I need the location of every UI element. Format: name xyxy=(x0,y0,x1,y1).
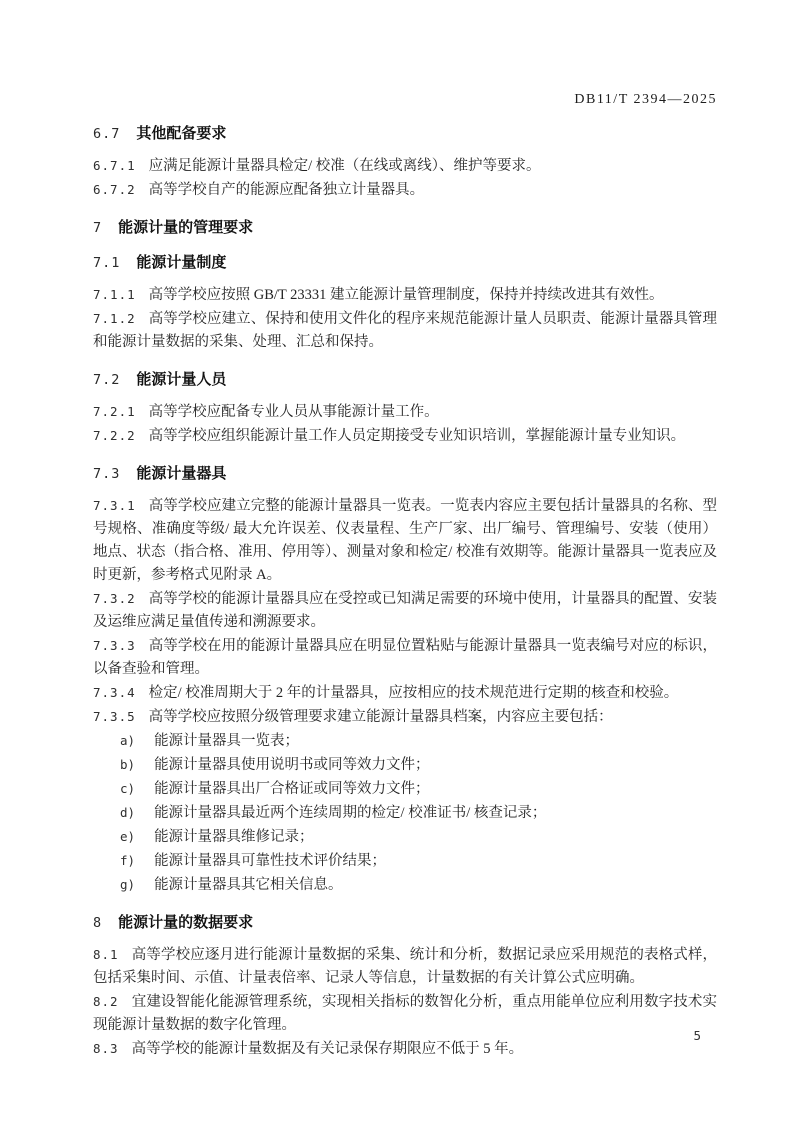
clause-number: 7.2.1 xyxy=(93,404,136,419)
section-heading-6-7 xyxy=(93,125,717,143)
list-item-text: 能源计量器具一览表； xyxy=(154,733,300,749)
clause-number: 7.3.3 xyxy=(93,638,136,653)
clause-text: 高等学校的能源计量器具应在受控或已知满足需要的环境中使用，计量器具的配置、安装及运维应满足量值传递和溯源要求。 xyxy=(93,591,717,630)
clause-7-3-1 xyxy=(93,494,717,587)
clause-7-1-1 xyxy=(93,283,717,307)
document-number-header: DB11/T 2394—2025 xyxy=(574,92,717,107)
clause-number: 8.2 xyxy=(93,994,119,1009)
clause-6-7-2 xyxy=(93,178,717,202)
clause-text: 应满足能源计量器具检定/ 校准（在线或离线）、维护等要求。 xyxy=(148,158,541,174)
list-item-f xyxy=(93,849,717,873)
clause-number: 7.3.5 xyxy=(93,709,136,724)
section-heading-7 xyxy=(93,219,717,237)
clause-text: 高等学校应建立、保持和使用文件化的程序来规范能源计量人员职责、能源计量器具管理和能源计量数据的采集、处理、汇总和保持。 xyxy=(93,311,717,350)
section-number: 7.3 xyxy=(93,466,121,482)
clause-number: 8.1 xyxy=(93,947,119,962)
clause-7-3-2 xyxy=(93,587,717,634)
section-heading-7-1 xyxy=(93,254,717,272)
section-number: 8 xyxy=(93,915,103,931)
clause-number: 7.3.2 xyxy=(93,591,136,606)
list-item-a xyxy=(93,729,717,753)
document-body xyxy=(93,108,717,1061)
list-item-marker: e) xyxy=(120,829,136,844)
list-item-b xyxy=(93,753,717,777)
clause-7-3-5 xyxy=(93,705,717,729)
clause-text: 检定/ 校准周期大于 2 年的计量器具，应按相应的技术规范进行定期的核查和校验。 xyxy=(148,685,679,701)
clause-7-3-4 xyxy=(93,681,717,705)
list-item-g xyxy=(93,873,717,897)
clause-text: 高等学校在用的能源计量器具应在明显位置粘贴与能源计量器具一览表编号对应的标识，以备查验和管理。 xyxy=(93,638,717,677)
section-title: 其他配备要求 xyxy=(136,125,227,142)
clause-number: 8.3 xyxy=(93,1041,119,1056)
clause-8-1 xyxy=(93,943,717,990)
clause-7-2-2 xyxy=(93,424,717,448)
list-item-marker: g) xyxy=(120,877,136,892)
clause-text: 高等学校应组织能源计量工作人员定期接受专业知识培训，掌握能源计量专业知识。 xyxy=(148,428,686,444)
list-item-d xyxy=(93,801,717,825)
clause-text: 高等学校的能源计量数据及有关记录保存期限应不低于 5 年。 xyxy=(131,1041,524,1057)
list-item-e xyxy=(93,825,717,849)
list-item-text: 能源计量器具使用说明书或同等效力文件； xyxy=(154,757,430,773)
clause-7-2-1 xyxy=(93,400,717,424)
clause-number: 7.3.4 xyxy=(93,685,136,700)
section-number: 6.7 xyxy=(93,126,121,142)
list-item-text: 能源计量器具最近两个连续周期的检定/ 校准证书/ 核查记录； xyxy=(154,805,547,821)
list-item-text: 能源计量器具可靠性技术评价结果； xyxy=(154,853,387,869)
clause-number: 7.1.2 xyxy=(93,311,136,326)
page-number: 5 xyxy=(693,1028,701,1043)
list-item-marker: f) xyxy=(120,853,136,868)
clause-number: 7.1.1 xyxy=(93,287,136,302)
clause-text: 高等学校应建立完整的能源计量器具一览表。一览表内容应主要包括计量器具的名称、型号规格、准确度等级/ 最大允许误差、仪表量程、生产厂家、出厂编号、管理编号、安装（使用）地点、状态（指合格、准用、停用等）、测量对象和检定/ 校准有效期等。能源计量器具一览表应及时更新，参考格式见附录 A。 xyxy=(93,498,717,583)
list-item-text: 能源计量器具出厂合格证或同等效力文件； xyxy=(154,781,430,797)
clause-text: 宜建设智能化能源管理系统，实现相关指标的数智化分析，重点用能单位应利用数字技术实现能源计量数据的数字化管理。 xyxy=(93,994,717,1033)
list-item-marker: c) xyxy=(120,781,136,796)
clause-7-3-3 xyxy=(93,634,717,681)
section-number: 7 xyxy=(93,220,103,236)
section-title: 能源计量的数据要求 xyxy=(118,914,254,931)
clause-text: 高等学校应按照 GB/T 23331 建立能源计量管理制度，保持并持续改进其有效性。 xyxy=(148,287,664,303)
clause-number: 6.7.2 xyxy=(93,182,136,197)
section-title: 能源计量人员 xyxy=(136,371,227,388)
list-item-text: 能源计量器具其它相关信息。 xyxy=(154,877,343,893)
clause-text: 高等学校应配备专业人员从事能源计量工作。 xyxy=(148,404,439,420)
section-number: 7.1 xyxy=(93,255,121,271)
section-heading-7-2 xyxy=(93,371,717,389)
clause-6-7-1 xyxy=(93,154,717,178)
clause-number: 7.2.2 xyxy=(93,428,136,443)
section-title: 能源计量制度 xyxy=(136,254,227,271)
section-title: 能源计量器具 xyxy=(136,465,227,482)
clause-text: 高等学校应按照分级管理要求建立能源计量器具档案，内容应主要包括： xyxy=(148,709,613,725)
clause-number: 7.3.1 xyxy=(93,498,136,513)
list-item-marker: d) xyxy=(120,805,136,820)
section-heading-7-3 xyxy=(93,465,717,483)
list-item-c xyxy=(93,777,717,801)
list-item-marker: b) xyxy=(120,757,136,772)
clause-text: 高等学校自产的能源应配备独立计量器具。 xyxy=(148,182,425,198)
list-item-marker: a) xyxy=(120,733,136,748)
clause-text: 高等学校应逐月进行能源计量数据的采集、统计和分析，数据记录应采用规范的表格式样，包括采集时间、示值、计量表倍率、记录人等信息，计量数据的有关计算公式应明确。 xyxy=(93,947,717,986)
list-item-text: 能源计量器具维修记录； xyxy=(154,829,314,845)
section-heading-8 xyxy=(93,914,717,932)
section-number: 7.2 xyxy=(93,372,121,388)
clause-7-1-2 xyxy=(93,307,717,354)
clause-number: 6.7.1 xyxy=(93,158,136,173)
section-title: 能源计量的管理要求 xyxy=(118,219,254,236)
